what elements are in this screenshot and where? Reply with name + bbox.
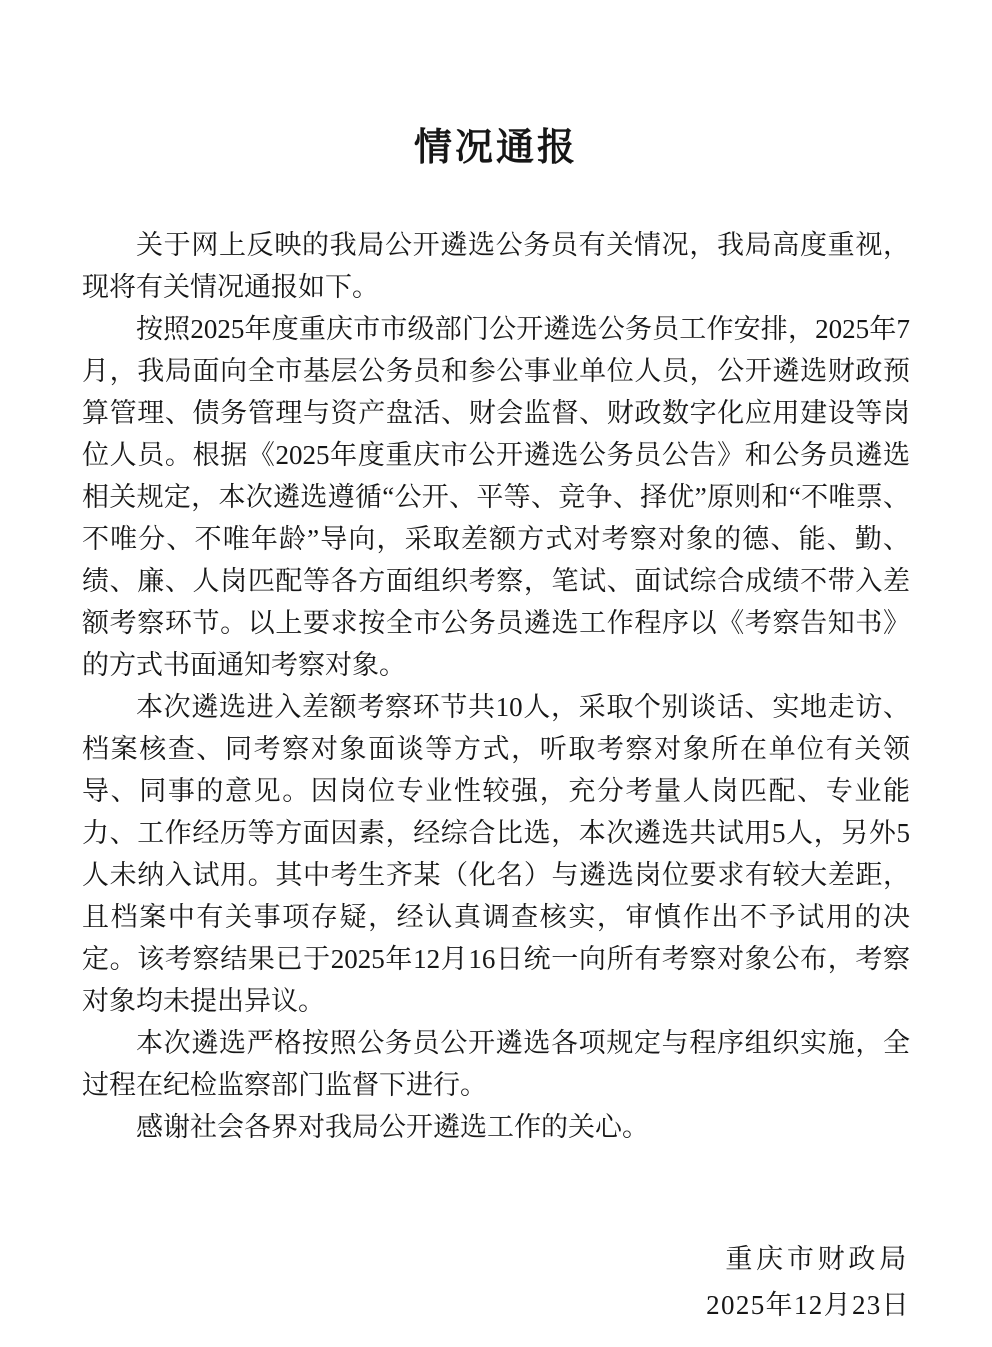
issuer-signature: 重庆市财政局: [725, 1243, 910, 1274]
paragraph-selection-arrangement: 按照2025年度重庆市市级部门公开遴选公务员工作安排，2025年7月，我局面向全市基层公务员和参公事业单位人员，公开遴选财政预算管理、债务管理与资产盘活、财会监督、财政数字化应用建设等岗位人员。根据《2025年度重庆市公开遴选公务员公告》和公务员遴选相关规定，本次遴选遵循“公开、平等、竞争、择优”原则和“不唯票、不唯分、不唯年龄”导向，采取差额方式对考察对象的德、能、勤、绩、廉、人岗匹配等各方面组织考察，笔试、面试综合成绩不带入差额考察环节。以上要求按全市公务员遴选工作程序以《考察告知书》的方式书面通知考察对象。: [82, 313, 910, 680]
paragraph-inspection-results: 本次遴选进入差额考察环节共10人，采取个别谈话、实地走访、档案核查、同考察对象面谈等方式，听取考察对象所在单位有关领导、同事的意见。因岗位专业性较强，充分考量人岗匹配、专业能力、工作经历等方面因素，经综合比选，本次遴选共试用5人，另外5人未纳入试用。其中考生齐某（化名）与遴选岗位要求有较大差距，且档案中有关事项存疑，经认真调查核实，审慎作出不予试用的决定。该考察结果已于2025年12月16日统一向所有考察对象公布，考察对象均未提出异议。: [82, 691, 910, 1016]
paragraph-thanks: 感谢社会各界对我局公开遴选工作的关心。: [136, 1111, 649, 1142]
paragraph-intro: 关于网上反映的我局公开遴选公务员有关情况，我局高度重视，现将有关情况通报如下。: [82, 229, 910, 302]
issue-date: 2025年12月23日: [706, 1289, 910, 1320]
signature-block: [82, 1236, 910, 1328]
paragraph-supervision: 本次遴选严格按照公务员公开遴选各项规定与程序组织实施，全过程在纪检监察部门监督下进行。: [82, 1027, 910, 1100]
document-title: 情况通报: [413, 127, 578, 169]
document-body: [82, 224, 910, 1148]
